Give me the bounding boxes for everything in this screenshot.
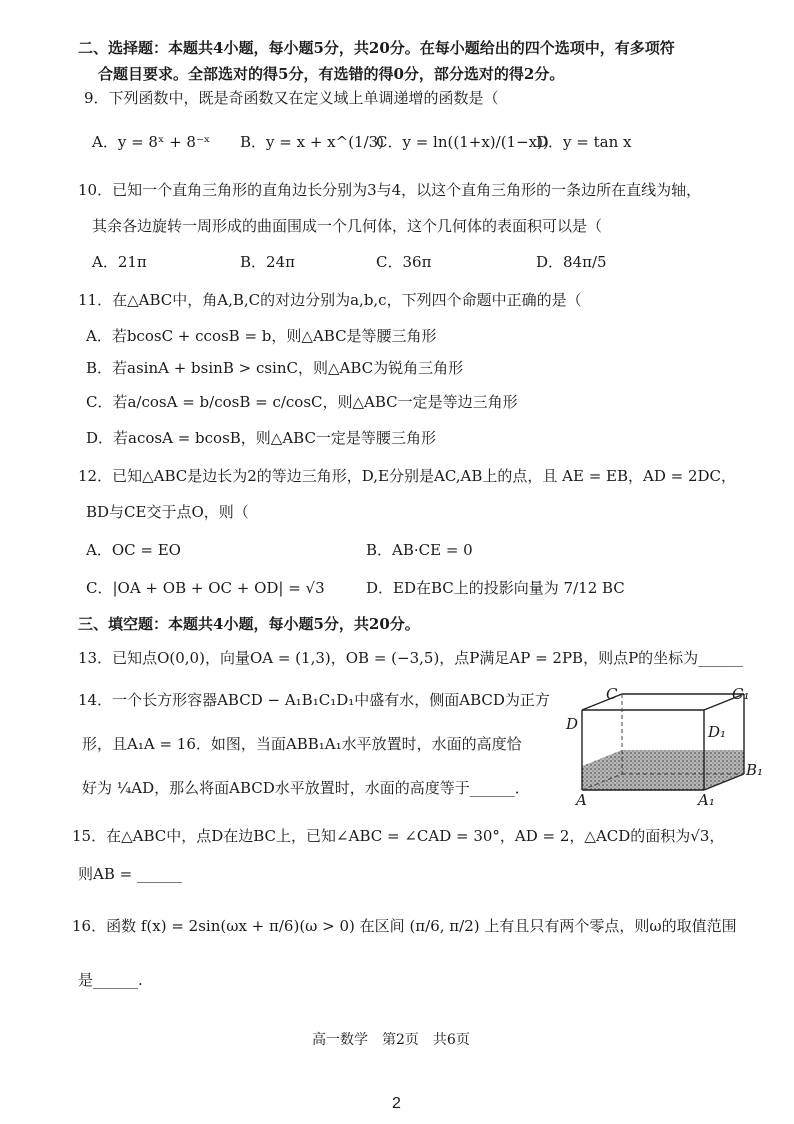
fig-label-c: C (606, 685, 618, 703)
q12-stem-line2: BD与CE交于点O，则（ (86, 503, 249, 521)
fig-label-d: D (566, 715, 579, 733)
q15-line1: 15．在△ABC中，点D在边BC上，已知∠ABC = ∠CAD = 30°，AD = 2，△ACD的面积为√3， (72, 827, 725, 845)
q9-option-a: A．y = 8ˣ + 8⁻ˣ (92, 133, 211, 151)
q14-line2: 形，且A₁A = 16．如图，当面ABB₁A₁水平放置时，水面的高度恰 (82, 735, 522, 753)
q15-line2: 则AB = ______ (78, 865, 182, 883)
q9-option-c: C．y = ln((1+x)/(1−x)) (376, 133, 549, 151)
q9-stem: 9．下列函数中，既是奇函数又在定义域上单调递增的函数是（ (84, 89, 499, 107)
q10-option-a: A．21π (92, 253, 147, 271)
fig-label-c1: C₁ (732, 685, 750, 703)
q14-line1: 14．一个长方形容器ABCD − A₁B₁C₁D₁中盛有水，侧面ABCD为正方 (78, 691, 550, 709)
q16-line2: 是______. (78, 971, 143, 989)
q11-option-b: B．若asinA + bsinB > csinC，则△ABC为锐角三角形 (86, 359, 464, 377)
q10-stem-line2: 其余各边旋转一周形成的曲面围成一个几何体，这个几何体的表面积可以是（ (92, 217, 603, 235)
q10-option-d: D．84π/5 (536, 253, 607, 271)
q9-option-d: D．y = tan x (536, 133, 632, 151)
q10-stem-line1: 10．已知一个直角三角形的直角边长分别为3与4，以这个直角三角形的一条边所在直线为轴， (78, 181, 702, 199)
q14-line3: 好为 ¼AD，那么将面ABCD水平放置时，水面的高度等于______． (82, 779, 530, 797)
q11-option-d: D．若acosA = bcosB，则△ABC一定是等腰三角形 (86, 429, 436, 447)
q12-option-d: D．ED在BC上的投影向量为 7/12 BC (366, 579, 625, 597)
q11-option-a: A．若bcosC + ccosB = b，则△ABC是等腰三角形 (86, 327, 437, 345)
q11-stem: 11．在△ABC中，角A,B,C的对边分别为a,b,c，下列四个命题中正确的是（ (78, 291, 582, 309)
q12-option-a: A．OC = EO (86, 541, 181, 559)
q10-option-b: B．24π (240, 253, 295, 271)
q12-stem-line1: 12．已知△ABC是边长为2的等边三角形，D,E分别是AC,AB上的点，且 AE = EB，AD = 2DC， (78, 467, 737, 485)
q12-option-b: B．AB·CE = 0 (366, 541, 473, 559)
q16-line1: 16．函数 f(x) = 2sin(ωx + π/6)(ω > 0) 在区间 (π/6, π/2) 上有且只有两个零点，则ω的取值范围 (72, 917, 737, 935)
q12-option-c: C．|OA + OB + OC + OD| = √3 (86, 579, 325, 597)
fig-label-b1: B₁ (746, 761, 764, 779)
section2-heading-line1: 二、选择题：本题共4小题，每小题5分，共20分。在每小题给出的四个选项中，有多项符 (78, 39, 675, 57)
section3-heading: 三、填空题：本题共4小题，每小题5分，共20分。 (78, 615, 420, 633)
page-number: 2 (392, 1095, 401, 1112)
water-front (582, 766, 704, 790)
q10-option-c: C．36π (376, 253, 432, 271)
section2-heading-line2: 合题目要求。全部选对的得5分，有选错的得0分，部分选对的得2分。 (98, 65, 565, 83)
page-footer: 高一数学 第2页 共6页 (312, 1032, 470, 1048)
fig-label-a: A (576, 791, 587, 809)
q9-option-b: B．y = x + x^(1/3) (240, 133, 385, 151)
q13-stem: 13．已知点O(0,0)，向量OA = (1,3)，OB = (−3,5)，点P满足AP = 2PB，则点P的坐标为______ (78, 649, 744, 667)
q11-option-c: C．若a/cosA = b/cosB = c/cosC，则△ABC一定是等边三角形 (86, 393, 518, 411)
fig-label-d1: D₁ (708, 723, 727, 741)
fig-label-a1: A₁ (698, 791, 715, 809)
